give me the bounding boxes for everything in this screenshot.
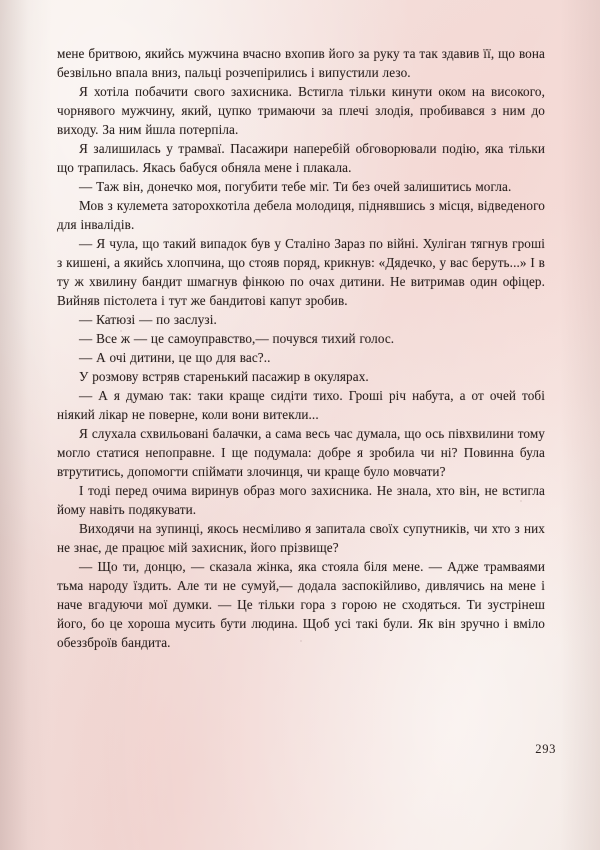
paragraph: — Катюзі — по заслузі. [79,312,217,327]
paragraph: Виходячи на зупинці, якось несміливо я запитала своїх супутників, чи хто з них не знає, де працює мій захисник, його прізвище? [57,521,545,555]
paragraph: — Все ж — це самоуправство,— почувся тихий голос. [79,331,395,346]
page-number: 293 [535,742,556,756]
paragraph: — А очі дитини, це що для вас?.. [79,350,271,365]
paragraph: Я залишилась у трамваї. Пасажири наперебій обговорювали подію, яка тільки що трапилась. Якась бабуся обняла мене і плакала. [57,141,545,175]
paragraph: І тоді перед очима виринув образ мого захисника. Не знала, хто він, не встигла йому навіть подякувати. [57,483,545,517]
paragraph: — Таж він, донечко моя, погубити тебе міг. Ти без очей залишитись могла. [79,179,512,194]
paragraph: У розмову встряв старенький пасажир в окулярах. [79,369,369,384]
paragraph: Я слухала схвильовані балачки, а сама весь час думала, що ось півхвилини тому могло статися непоправне. І ще подумала: добре я зробила чи ні? Повинна була втрутитись, допомогти спіймати злочинця, чи краще було мовчати? [57,426,545,479]
body-text-column [57,44,545,652]
paragraph: — Що ти, донцю, — сказала жінка, яка стояла біля мене. — Адже трамваями тьма народу їздить. Але ти не сумуй,— додала заспокійливо, дивлячись на мене і наче вгадуючи мої думки. — Це тільки гора з горою не сходяться. Ти зустрінеш його, бо це хороша мусить бути людина. Щоб усі такі були. Як він зручно і вміло обеззброїв бандита. [57,559,545,650]
paragraph: — Я чула, що такий випадок був у Сталіно Зараз по війні. Хуліган тягнув гроші з кишені, а якийсь хлопчина, що стояв поряд, крикнув: «Дядечко, у вас беруть...» І в ту ж хвилину бандит шмагнув фінкою по очах дитини. Не витримав один офіцер. Вийняв пістолета і тут же бандитові капут зробив. [57,236,545,308]
paragraph: Я хотіла побачити свого захисника. Встигла тільки кинути оком на високого, чорнявого мужчину, який, цупко тримаючи за плечі злодія, пробивався з ним до виходу. За ним йшла потерпіла. [57,84,545,137]
paragraph: — А я думаю так: таки краще сидіти тихо. Гроші річ набута, а от очей тобі ніякий лікар не поверне, коли вони витекли... [57,388,545,422]
paragraph: мене бритвою, якийсь мужчина вчасно вхопив його за руку та так здавив її, що вона безвільно впала вниз, пальці розчепірились і випустили лезо. [57,46,545,80]
paragraph: Мов з кулемета заторохкотіла дебела молодиця, піднявшись з місця, відведеного для інвалідів. [57,198,545,232]
